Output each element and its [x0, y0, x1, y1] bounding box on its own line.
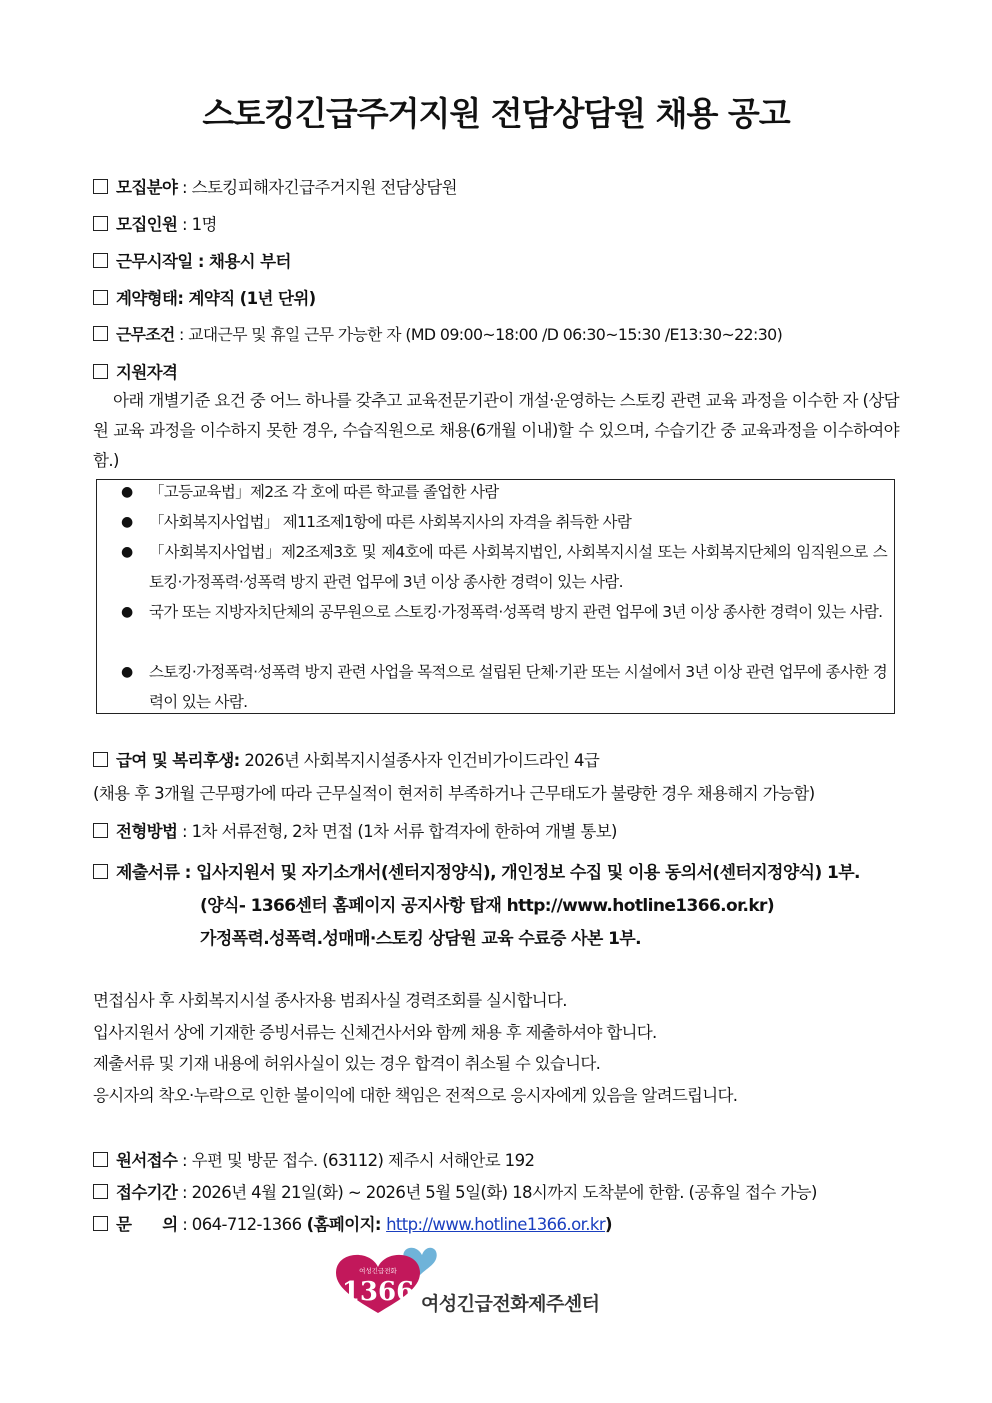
qualification-intro: 아래 개별기준 요건 중 어느 하나를 갖추고 교육전문기관이 개설·운영하는 스토킹 관련 교육 과정을 이수한 자 (상담원 교육 과정을 이수하지 못한 경우, 수습직원으로 채용(6개월 이내)할 수 있으며, 수습기간 중 교육과정을 이수하여야 함.): [93, 391, 899, 470]
separator: :: [192, 252, 209, 271]
field-label: 모집분야: [116, 178, 178, 197]
contact-phone: 064-712-1366: [191, 1215, 302, 1234]
requirement-item: [121, 597, 887, 627]
conditions-value: 교대근무 및 휴일 근무 가능한 자 (MD 09:00~18:00 /D 06:30~15:30 /E13:30~22:30): [188, 325, 783, 344]
checkbox-square-icon: [93, 253, 108, 268]
apply-value: 우편 및 방문 접수. (63112) 제주시 서해안로 192: [191, 1151, 535, 1170]
separator: :: [177, 822, 192, 841]
checkbox-square-icon: [93, 823, 108, 838]
bullet-icon: ●: [121, 484, 133, 500]
separator: :: [177, 1151, 192, 1170]
documents-label: 제출서류: [116, 863, 180, 883]
bullet-icon: ●: [121, 604, 133, 620]
count-value: 1명: [191, 215, 217, 234]
requirement-item: [121, 537, 887, 597]
bullet-icon: ●: [121, 664, 133, 680]
bullet-icon: ●: [121, 544, 133, 560]
checkbox-square-icon: [93, 364, 108, 379]
contact-label: 문 의: [116, 1215, 178, 1234]
requirement-item: [121, 657, 887, 717]
documents-row: [93, 858, 860, 883]
start-row: [93, 248, 291, 272]
notice-line: 응시자의 착오·누락으로 인한 불이익에 대한 책임은 전적으로 응시자에게 있음을 알려드립니다.: [93, 1086, 738, 1105]
page-title: 스토킹긴급주거지원 전담상담원 채용 공고: [202, 94, 790, 133]
bullet-icon: ●: [121, 514, 133, 530]
period-row: [93, 1179, 817, 1203]
requirement-text: 「사회복지사업법」제2조제3호 및 제4호에 따른 사회복지법인, 사회복지시설 또는 사회복지단체의 임직원으로 스토킹·가정폭력·성폭력 방지 관련 업무에 3년 이상 종사한 경력이 있는 사람.: [149, 543, 887, 591]
requirement-text: 「고등교육법」제2조 각 호에 따른 학교를 졸업한 사람: [149, 483, 499, 501]
separator: :: [177, 1183, 192, 1202]
requirement-item: [121, 477, 887, 507]
separator: :: [177, 178, 192, 197]
salary-label: 급여 및 복리후생:: [116, 751, 240, 770]
org-name: 여성긴급전화제주센터: [421, 1293, 600, 1315]
conditions-label: 근무조건: [116, 325, 175, 344]
documents-line1: 입사지원서 및 자기소개서(센터지정양식), 개인정보 수집 및 이용 동의서(센터지정양식) 1부.: [196, 863, 860, 883]
contact-row: [93, 1211, 612, 1235]
requirements-box: [96, 479, 895, 714]
checkbox-square-icon: [93, 290, 108, 305]
salary-row: [93, 747, 599, 771]
separator: :: [179, 863, 197, 883]
field-row: [93, 174, 457, 198]
checkbox-square-icon: [93, 752, 108, 767]
contract-label: 계약형태:: [116, 289, 184, 308]
separator: :: [177, 215, 192, 234]
requirement-text: 스토킹·가정폭력·성폭력 방지 관련 사업을 목적으로 설립된 단체·기관 또는 시설에서 3년 이상 관련 업무에 종사한 경력이 있는 사람.: [149, 663, 887, 711]
checkbox-square-icon: [93, 1184, 108, 1199]
requirement-text: 「사회복지사업법」 제11조제1항에 따른 사회복지사의 자격을 취득한 사람: [149, 513, 632, 531]
checkbox-square-icon: [93, 864, 108, 879]
notice-line: 면접심사 후 사회복지시설 종사자용 범죄사실 경력조회를 실시합니다.: [93, 991, 567, 1010]
requirement-item: [121, 507, 887, 537]
conditions-row: [93, 322, 782, 345]
field-value: 스토킹피해자긴급주거지원 전담상담원: [191, 178, 458, 197]
selection-label: 전형방법: [116, 822, 178, 841]
requirement-text: 국가 또는 지방자치단체의 공무원으로 스토킹·가정폭력·성폭력 방지 관련 업무에 3년 이상 종사한 경력이 있는 사람.: [149, 603, 883, 621]
checkbox-square-icon: [93, 326, 108, 341]
period-label: 접수기간: [116, 1183, 178, 1202]
logo-small-text: 여성긴급전화: [359, 1267, 397, 1275]
qualification-row: [93, 359, 177, 383]
separator: :: [174, 325, 189, 344]
documents-line2: (양식- 1366센터 홈페이지 공지사항 탑재 http://www.hotline1366.or.kr): [200, 896, 774, 916]
start-value: 채용시 부터: [209, 252, 291, 271]
start-label: 근무시작일: [116, 252, 193, 271]
apply-label: 원서접수: [116, 1151, 178, 1170]
notice-line: 제출서류 및 기재 내용에 허위사실이 있는 경우 합격이 취소될 수 있습니다.: [93, 1054, 601, 1073]
contract-row: [93, 285, 316, 309]
apply-row: [93, 1147, 534, 1171]
selection-row: [93, 818, 617, 842]
qualification-label: 지원자격: [116, 363, 178, 382]
checkbox-square-icon: [93, 1152, 108, 1167]
separator: :: [177, 1215, 192, 1234]
count-label: 모집인원: [116, 215, 178, 234]
logo-number: 1366: [341, 1277, 415, 1307]
checkbox-square-icon: [93, 1216, 108, 1231]
close-paren: ): [605, 1215, 612, 1234]
homepage-label: (홈페이지:: [301, 1215, 387, 1234]
documents-line3: 가정폭력.성폭력.성매매·스토킹 상담원 교육 수료증 사본 1부.: [200, 929, 641, 949]
contract-value: 계약직 (1년 단위): [188, 289, 316, 308]
period-value: 2026년 4월 21일(화) ~ 2026년 5월 5일(화) 18시까지 도착분에 한함. (공휴일 접수 가능): [191, 1183, 817, 1202]
selection-value: 1차 서류전형, 2차 면접 (1차 서류 합격자에 한하여 개별 통보): [191, 822, 617, 841]
checkbox-square-icon: [93, 216, 108, 231]
checkbox-square-icon: [93, 179, 108, 194]
salary-value: 2026년 사회복지시설종사자 인건비가이드라인 4급: [244, 751, 600, 770]
notice-line: 입사지원서 상에 기재한 증빙서류는 신체건사서와 함께 채용 후 제출하셔야 합니다.: [93, 1023, 657, 1042]
count-row: [93, 211, 217, 235]
homepage-link[interactable]: http://www.hotline1366.or.kr: [386, 1215, 606, 1234]
salary-note: (채용 후 3개월 근무평가에 따라 근무실적이 현저히 부족하거나 근무태도가 불량한 경우 채용해지 가능함): [93, 784, 815, 803]
